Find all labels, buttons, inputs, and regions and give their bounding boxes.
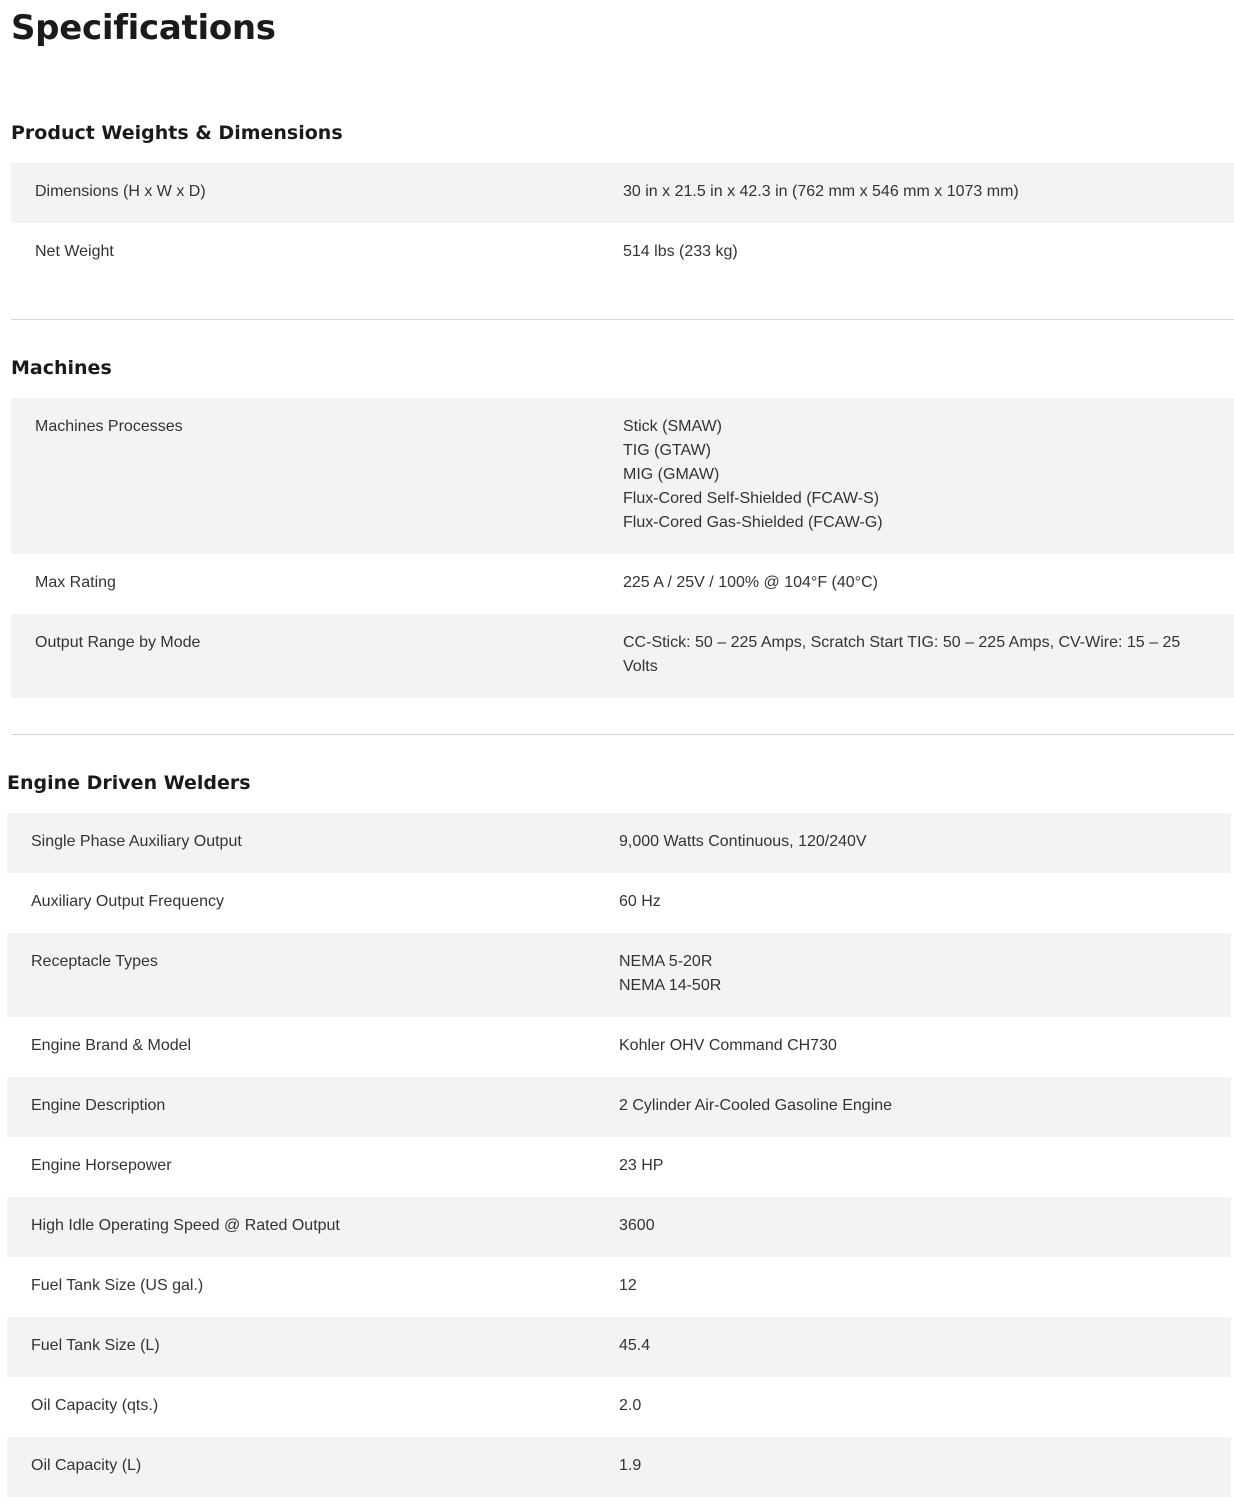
spec-value [619,1034,1231,1058]
spec-value [623,571,1234,595]
spec-value [619,830,1231,854]
spec-label: Fuel Tank Size (US gal.) [31,1277,204,1294]
spec-label: Receptacle Types [31,953,158,970]
spec-row-fuel-tank-gal [7,1257,1231,1317]
spec-value-line: 2.0 [619,1397,642,1414]
spec-row-aux-output-frequency [7,873,1231,933]
section-heading: Machines [11,357,112,379]
spec-value [619,1274,1231,1298]
spec-value [619,950,1231,998]
spec-value [623,240,1234,264]
spec-value-line: TIG (GTAW) [623,442,711,459]
spec-label: Oil Capacity (L) [31,1457,142,1474]
section-heading: Product Weights & Dimensions [11,122,343,144]
spec-value-line: NEMA 14-50R [619,977,722,994]
spec-value-line: 60 Hz [619,893,661,910]
spec-value [623,631,1234,679]
spec-value-line: 45.4 [619,1337,651,1354]
spec-value-line: Flux-Cored Self-Shielded (FCAW-S) [623,490,880,507]
spec-label: Oil Capacity (qts.) [31,1397,159,1414]
spec-value-line: CC-Stick: 50 – 225 Amps, Scratch Start TIG: 50 – 225 Amps, CV-Wire: 15 – 25 Volts [623,634,1181,675]
spec-value [619,1094,1231,1118]
spec-value-line: NEMA 5-20R [619,953,713,970]
spec-value-line: 514 lbs (233 kg) [623,243,738,260]
spec-row-max-rating [11,554,1234,614]
section-divider [11,319,1234,320]
spec-value-line: 12 [619,1277,637,1294]
spec-value-line: 30 in x 21.5 in x 42.3 in (762 mm x 546 mm x 1073 mm) [623,183,1019,200]
spec-value-line: 9,000 Watts Continuous, 120/240V [619,833,867,850]
spec-row-dimensions [11,163,1234,223]
spec-label: Max Rating [35,574,116,591]
spec-row-fuel-tank-l [7,1317,1231,1377]
spec-value [623,415,1234,535]
spec-value-line: Stick (SMAW) [623,418,722,435]
page-title: Specifications [11,8,276,48]
spec-row-engine-description [7,1077,1231,1137]
spec-label: Fuel Tank Size (L) [31,1337,160,1354]
section-engine-driven-welders [7,768,1231,1497]
spec-value [619,1154,1231,1178]
spec-table [11,163,1234,283]
spec-value-line: 225 A / 25V / 100% @ 104°F (40°C) [623,574,878,591]
spec-value-line: 23 HP [619,1157,664,1174]
spec-value-line: Flux-Cored Gas-Shielded (FCAW-G) [623,514,883,531]
spec-label: High Idle Operating Speed @ Rated Output [31,1217,340,1234]
spec-value-line: 3600 [619,1217,655,1234]
section-product-weights-dimensions [11,118,1234,283]
spec-row-output-range [11,614,1234,698]
spec-row-engine-brand-model [7,1017,1231,1077]
spec-row-oil-capacity-qts [7,1377,1231,1437]
section-machines [11,353,1234,698]
spec-value [623,180,1234,204]
spec-row-high-idle-speed [7,1197,1231,1257]
spec-row-receptacle-types [7,933,1231,1017]
spec-row-oil-capacity-l [7,1437,1231,1497]
spec-value-line: MIG (GMAW) [623,466,720,483]
spec-value-line: 2 Cylinder Air-Cooled Gasoline Engine [619,1097,893,1114]
spec-label: Engine Horsepower [31,1157,172,1174]
spec-label: Engine Brand & Model [31,1037,192,1054]
spec-row-single-phase-aux-output [7,813,1231,873]
section-divider [11,734,1234,735]
spec-value [619,890,1231,914]
spec-label: Machines Processes [35,418,183,435]
spec-table [11,398,1234,698]
spec-value [619,1454,1231,1478]
spec-label: Dimensions (H x W x D) [35,183,206,200]
spec-value [619,1334,1231,1358]
section-heading: Engine Driven Welders [7,772,251,794]
spec-value [619,1394,1231,1418]
spec-label: Net Weight [35,243,114,260]
spec-label: Single Phase Auxiliary Output [31,833,242,850]
spec-label: Engine Description [31,1097,166,1114]
spec-label: Output Range by Mode [35,634,201,651]
spec-row-engine-horsepower [7,1137,1231,1197]
spec-row-machines-processes [11,398,1234,554]
spec-label: Auxiliary Output Frequency [31,893,224,910]
spec-value [619,1214,1231,1238]
spec-value-line: 1.9 [619,1457,642,1474]
spec-table [7,813,1231,1497]
spec-row-net-weight [11,223,1234,283]
spec-value-line: Kohler OHV Command CH730 [619,1037,837,1054]
